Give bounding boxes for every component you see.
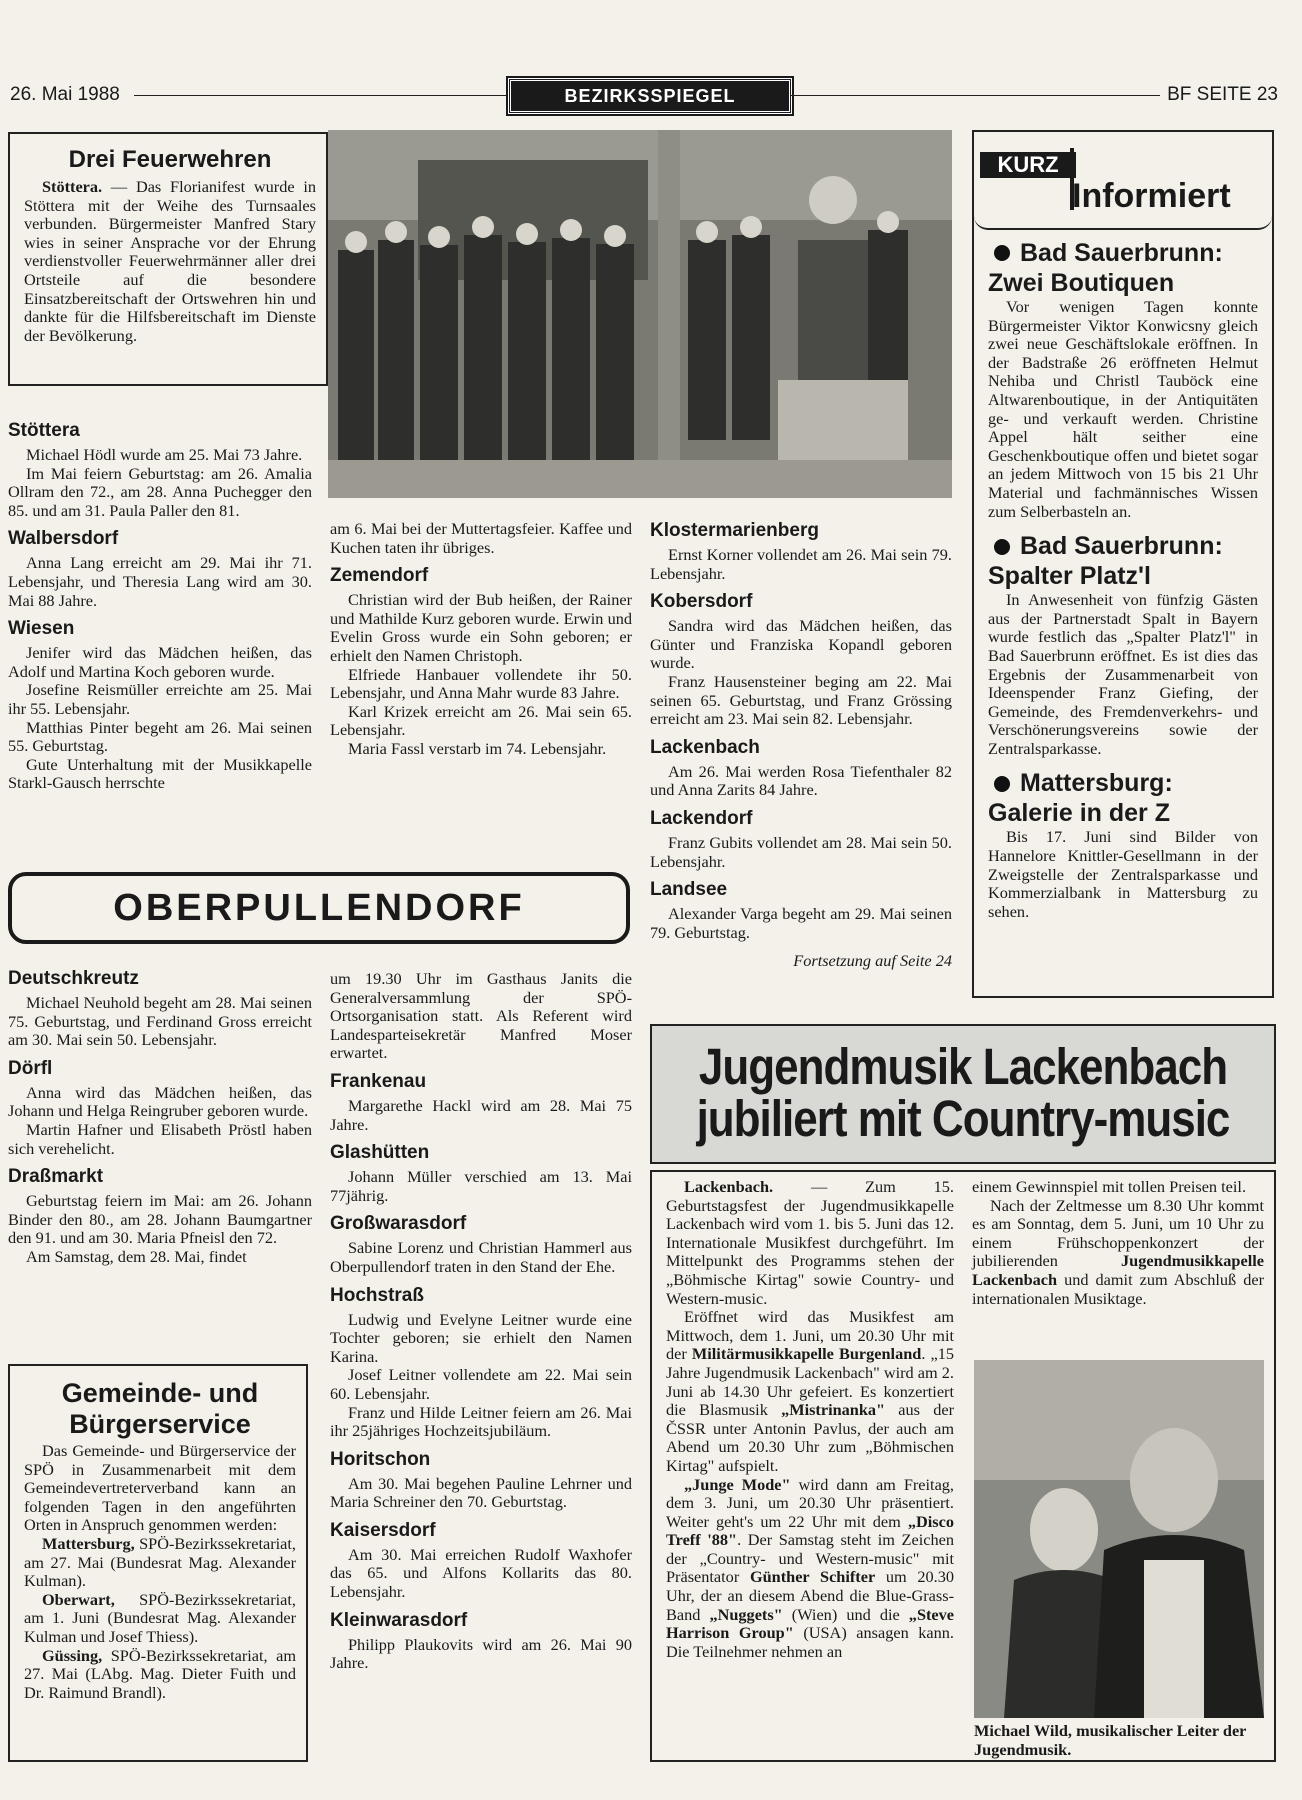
paragraph: Sabine Lorenz und Christian Hammerl aus Oberpullendorf traten in den Stand der Ehe. bbox=[330, 1238, 632, 1276]
buergerservice-item bbox=[24, 1591, 296, 1647]
jugendmusik-paragraph bbox=[972, 1197, 1264, 1309]
kurz-item-place: Bad Sauerbrunn: bbox=[1020, 239, 1223, 267]
paragraph: Johann Müller verschied am 13. Mai 77jährig. bbox=[330, 1167, 632, 1205]
kurz-item-text: In Anwesenheit von fünfzig Gästen aus der Partnerstadt Spalt in Bayern wurde festlich das „Spalter Platz'l" in Bad Sauerbrunn eröffnet. Es ist dies das Ergebnis der Zusammenarbeit von Ideenspender Franz Giefing, der Gemeinde, des Fremdenverkehrs- und Verschönerungsvereins sowie der Zentralsparkasse. bbox=[988, 590, 1258, 758]
jugendmusik-text: Nach der Zeltmesse um 8.30 Uhr kommt es am Sonntag, dem 5. Juni, um 10 Uhr zu einem Frühschoppenkonzert der jubilierenden bbox=[972, 1195, 1264, 1271]
heading-glashuetten: Glashütten bbox=[330, 1142, 430, 1164]
heading-walbersdorf: Walbersdorf bbox=[8, 528, 119, 550]
paragraph: Ludwig und Evelyne Leitner wurde eine Tochter geboren; sie erhielt den Namen Karina. bbox=[330, 1309, 632, 1366]
paragraph: Gute Unterhaltung mit der Musikkapelle Starkl-Gausch herrschte bbox=[8, 754, 312, 793]
feuerwehren-place: Stöttera. bbox=[42, 177, 103, 196]
paragraph: Franz und Hilde Leitner feiern am 26. Mai ihr 25jähriges Hochzeitsjubiläum. bbox=[330, 1402, 632, 1441]
jugendmusik-paragraph bbox=[666, 1178, 954, 1308]
kurz-item-heading bbox=[988, 531, 1258, 561]
jugendmusik-text: . „15 Jahre Jugendmusik Lackenbach" wird am 2. Juni ab 14.30 Uhr gefeiert. Es konzertiert die Blasmusik bbox=[666, 1344, 954, 1420]
buergerservice-item bbox=[24, 1647, 296, 1703]
jugendmusik-paragraph bbox=[666, 1308, 954, 1475]
paragraph: Margarethe Hackl wird am 28. Mai 75 Jahre. bbox=[330, 1095, 632, 1134]
jugendmusik-bold: „Disco Treff '88" bbox=[666, 1511, 954, 1550]
heading-wiesen: Wiesen bbox=[8, 618, 75, 640]
paragraph: Karl Krizek erreicht am 26. Mai sein 65. Lebensjahr. bbox=[330, 701, 632, 740]
paragraph: Michael Hödl wurde am 25. Mai 73 Jahre. bbox=[26, 445, 303, 464]
paragraph: Josef Leitner vollendete am 22. Mai sein 60. Lebensjahr. bbox=[330, 1365, 632, 1403]
paragraph: Anna wird das Mädchen heißen, das Johann und Helga Reingruber geboren wurde. bbox=[8, 1082, 312, 1121]
heading-klostermarienberg: Klostermarienberg bbox=[650, 520, 819, 541]
heading-stoettera: Stöttera bbox=[8, 420, 80, 441]
oberpullendorf-banner: OBERPULLENDORF bbox=[8, 872, 630, 944]
paragraph: Philipp Plaukovits wird am 26. Mai 90 Jahre. bbox=[330, 1634, 632, 1673]
paragraph-continued: am 6. Mai bei der Muttertagsfeier. Kaffee und Kuchen taten ihr übriges. bbox=[330, 519, 632, 557]
kurz-item-subtitle: Galerie in der Z bbox=[988, 799, 1171, 828]
column-2-upper bbox=[330, 520, 632, 759]
paragraph: Michael Neuhold begeht am 28. Mai seinen 75. Geburtstag, und Ferdinand Gross erreicht am 30. Mai sein 50. Lebensjahr. bbox=[8, 993, 312, 1050]
heading-deutschkreutz: Deutschkreutz bbox=[8, 968, 139, 989]
jugendmusik-text: aus der ČSSR unter Antonin Pavlus, der auch am Abend um 20.30 Uhr zum „Böhmischen Kirtag" aufspielt. bbox=[666, 1400, 954, 1475]
jugendmusik-place: Lackenbach. bbox=[684, 1177, 774, 1196]
heading-lackendorf: Lackendorf bbox=[650, 807, 753, 829]
heading-zemendorf: Zemendorf bbox=[330, 565, 429, 587]
section-title: BEZIRKSSPIEGEL bbox=[508, 78, 792, 114]
kurz-item-heading bbox=[988, 768, 1258, 798]
buergerservice-title-line1: Gemeinde- und bbox=[61, 1378, 259, 1408]
buergerservice-place: Güssing, bbox=[42, 1645, 103, 1665]
paragraph: Josefine Reismüller erreichte am 25. Mai ihr 55. Lebensjahr. bbox=[8, 680, 312, 718]
heading-lackenbach: Lackenbach bbox=[650, 736, 760, 758]
jugendmusik-text: (Wien) und die bbox=[782, 1604, 909, 1624]
jugendmusik-column-1 bbox=[666, 1178, 954, 1661]
musiker-photo bbox=[974, 1360, 1264, 1718]
page-number: BF SEITE 23 bbox=[1167, 84, 1278, 105]
heading-drassmarkt: Draßmarkt bbox=[8, 1166, 104, 1188]
kurz-item-subtitle: Zwei Boutiquen bbox=[988, 269, 1175, 297]
jugendmusik-title-box bbox=[650, 1024, 1276, 1164]
paragraph: Ernst Korner vollendet am 26. Mai sein 79. Lebensjahr. bbox=[650, 545, 952, 583]
jugendmusik-text: und damit zum Abschluß der internationalen Musiktage. bbox=[972, 1269, 1264, 1308]
paragraph: Franz Gubits vollendet am 28. Mai sein 50. Lebensjahr. bbox=[650, 832, 952, 871]
jugendmusik-bold: Günther Schifter bbox=[749, 1567, 876, 1587]
feuerwehren-body: — Das Florianifest wurde in Stöttera mit der Weihe des Turnsaales verbunden. Bürgermeister Manfred Stary wies in seiner Ansprache vor der Ehrung verdienstvoller Feuerwehrmänner aller drei Ortsteile auf die besondere Einsatzbereitschaft der Ortswehren hin und dankte für die Hilfsbereitschaft im Dienste der Bevölkerung. bbox=[24, 177, 316, 345]
jugendmusik-bold: „Nuggets" bbox=[709, 1604, 783, 1624]
jugendmusik-text: um 20.30 Uhr, der an diesem Abend die Blue-Grass-Band bbox=[666, 1567, 954, 1624]
feuerwehren-text bbox=[24, 178, 316, 345]
paragraph: Sandra wird das Mädchen heißen, das Günter und Franziska Kopandl geboren wurde. bbox=[650, 616, 952, 673]
jugendmusik-paragraph bbox=[666, 1476, 954, 1662]
kurz-item-place: Bad Sauerbrunn: bbox=[1020, 532, 1223, 561]
buergerservice-box bbox=[8, 1364, 308, 1762]
kurz-item-place: Mattersburg: bbox=[1020, 769, 1173, 798]
bullet-icon bbox=[994, 245, 1010, 261]
column-2-lower bbox=[330, 970, 632, 1673]
feuerwehren-title: Drei Feuerwehren bbox=[68, 146, 272, 173]
photo-caption-wrap bbox=[974, 1722, 1266, 1759]
kurz-item-text: Vor wenigen Tagen konnte Bürgermeister Viktor Konwicsny gleich zwei neue Geschäftslokale eröffnen. In der Badstraße 26 eröffneten Helmut Nehiba und Christl Tauböck eine Altwarenboutique, in der Antiquitäten ge- und verkauft werden. Christine Appel hält seither eine Geschenkboutique offen und bietet sogar an jedem Mittwoch von 15 bis 21 Uhr Material und fachmännisches Wissen zum Selberbasteln an. bbox=[988, 297, 1258, 521]
buergerservice-place: Mattersburg, bbox=[42, 1533, 135, 1553]
jugendmusik-bold: Militärmusikkapelle Burgenland bbox=[691, 1344, 922, 1364]
heading-frankenau: Frankenau bbox=[330, 1070, 427, 1092]
column-1-upper bbox=[8, 412, 312, 793]
kurz-item-heading bbox=[988, 238, 1258, 268]
paragraph: Am 30. Mai begehen Pauline Lehrner und Maria Schreiner den 70. Geburtstag. bbox=[330, 1473, 632, 1512]
paragraph-continued: um 19.30 Uhr im Gasthaus Janits die Generalversammlung der SPÖ-Ortsorganisation statt. Als Referent wird Landesparteisekretär Manfred Moser erwartet. bbox=[330, 969, 632, 1063]
continuation-note: Fortsetzung auf Seite 24 bbox=[793, 951, 952, 971]
paragraph: Am 30. Mai erreichen Rudolf Waxhofer das 65. und Alfons Kollarits das 80. Lebensjahr. bbox=[330, 1544, 632, 1602]
heading-doerfl: Dörfl bbox=[8, 1057, 53, 1079]
page-header bbox=[8, 78, 1278, 112]
jugendmusik-paragraph: einem Gewinnspiel mit tollen Preisen teil. bbox=[972, 1177, 1247, 1196]
heading-hochstrass: Hochstraß bbox=[330, 1284, 424, 1306]
jugendmusik-title-line1: Jugendmusik Lackenbach bbox=[698, 1039, 1228, 1096]
paragraph: Anna Lang erreicht am 29. Mai ihr 71. Lebensjahr, und Theresia Lang wird am 30. Mai 88 Jahre. bbox=[8, 553, 312, 610]
buergerservice-intro: Das Gemeinde- und Bürgerservice der SPÖ in Zusammenarbeit mit dem Gemeindevertreterverband kann an folgenden Tagen in den angeführten Orten in Anspruch genommen werden: bbox=[24, 1441, 296, 1535]
heading-kleinwarasdorf: Kleinwarasdorf bbox=[330, 1609, 468, 1631]
kurz-title: Informiert bbox=[1072, 177, 1231, 215]
buergerservice-title-line2: Bürgerservice bbox=[69, 1409, 251, 1439]
kurz-item-text: Bis 17. Juni sind Bilder von Hannelore Knittler-Gesellmann in der Zweigstelle der Zentralsparkasse und Kommerzialbank in Mattersburg zu sehen. bbox=[988, 827, 1258, 921]
issue-date: 26. Mai 1988 bbox=[10, 84, 120, 105]
jugendmusik-bold: „Junge Mode" bbox=[684, 1474, 791, 1494]
feuerwehr-photo-image bbox=[328, 130, 952, 498]
bullet-icon bbox=[994, 776, 1010, 792]
paragraph: Martin Hafner und Elisabeth Pröstl haben sich verehelicht. bbox=[8, 1119, 312, 1158]
buergerservice-item bbox=[24, 1535, 296, 1591]
jugendmusik-title-line2: jubiliert mit Country-music bbox=[696, 1091, 1230, 1148]
photo-caption: Michael Wild, musikalischer Leiter der Jugendmusik. bbox=[974, 1721, 1247, 1759]
paragraph: Maria Fassl verstarb im 74. Lebensjahr. bbox=[348, 738, 607, 758]
column-1-lower bbox=[8, 960, 312, 1267]
heading-kaisersdorf: Kaisersdorf bbox=[330, 1519, 436, 1541]
column-3-upper bbox=[650, 512, 952, 971]
jugendmusik-bold: „Steve Harrison Group" bbox=[666, 1604, 955, 1643]
jugendmusik-text: . Der Samstag steht im Zeichen der „Country- und Western-music" mit Präsentator bbox=[666, 1530, 954, 1587]
buergerservice-place: Oberwart, bbox=[42, 1589, 115, 1609]
paragraph: Im Mai feiern Geburtstag: am 26. Amalia Ollram den 72., am 28. Anna Puchegger den 85. und am 31. Paula Paller den 81. bbox=[8, 463, 312, 520]
kurz-informiert-header bbox=[974, 132, 1272, 230]
jugendmusik-text: — Zum 15. Geburtstagsfest der Jugendmusikkapelle Lackenbach wird vom 1. bis 5. Juni das 12. Internationale Musikfest durchgeführt. Im Mittelpunkt des Programms stehen der „Böhmische Kirtag" sowie Country- und Western-music. bbox=[666, 1177, 954, 1308]
paragraph: Franz Hausensteiner beging am 22. Mai seinen 65. Geburtstag, und Franz Grössing erreicht am 23. Mai sein 82. Lebensjahr. bbox=[650, 671, 952, 729]
paragraph: Alexander Varga begeht am 29. Mai seinen 79. Geburtstag. bbox=[650, 904, 952, 942]
jugendmusik-bold: Jugendmusikkapelle Lackenbach bbox=[972, 1251, 1264, 1289]
paragraph: Christian wird der Bub heißen, der Rainer und Mathilde Kurz geboren wurde. Erwin und Evelin Gross wurde ein Sohn geboren; er erhielt den Namen Christoph. bbox=[330, 590, 632, 665]
kurz-informiert-box bbox=[972, 130, 1274, 998]
jugendmusik-bold: „Mistrinanka" bbox=[781, 1400, 886, 1420]
paragraph: Jenifer wird das Mädchen heißen, das Adolf und Martina Koch geboren wurde. bbox=[8, 643, 312, 681]
heading-landsee: Landsee bbox=[650, 879, 728, 901]
header-rule-left bbox=[134, 95, 506, 96]
feuerwehr-photo bbox=[328, 130, 952, 498]
jugendmusik-text: wird dann am Freitag, dem 3. Juni, um 20.30 Uhr präsentiert. Weiter geht's um 22 Uhr mit dem bbox=[666, 1474, 955, 1531]
heading-horitschon: Horitschon bbox=[330, 1448, 431, 1470]
jugendmusik-column-2 bbox=[972, 1178, 1264, 1308]
paragraph: Am Samstag, dem 28. Mai, findet bbox=[26, 1246, 247, 1266]
buergerservice-detail: SPÖ-Bezirkssekretariat, am 1. Juni (Bundesrat Mag. Alexander Kulman und Josef Thiess). bbox=[24, 1589, 296, 1646]
paragraph: Geburtstag feiern im Mai: am 26. Johann Binder den 80., am 28. Johann Baumgartner den 91. und am 30. Maria Pfneisl den 72. bbox=[8, 1191, 312, 1248]
paragraph: Matthias Pinter begeht am 26. Mai seinen 55. Geburtstag. bbox=[8, 717, 312, 756]
jugendmusik-text: Eröffnet wird das Musikfest am Mittwoch, dem 1. Juni, um 20.30 Uhr mit der bbox=[666, 1307, 954, 1364]
heading-kobersdorf: Kobersdorf bbox=[650, 591, 753, 613]
heading-grosswarasdorf: Großwarasdorf bbox=[330, 1213, 467, 1235]
jugendmusik-text: (USA) ansagen kann. Die Teilnehmer nehmen an bbox=[666, 1623, 954, 1661]
musiker-photo-image bbox=[974, 1360, 1264, 1718]
feuerwehren-box bbox=[8, 132, 328, 386]
kurz-item-subtitle: Spalter Platz'l bbox=[988, 562, 1151, 591]
bullet-icon bbox=[994, 539, 1010, 555]
paragraph: Am 26. Mai werden Rosa Tiefenthaler 82 und Anna Zarits 84 Jahre. bbox=[650, 761, 952, 800]
buergerservice-detail: SPÖ-Bezirkssekretariat, am 27. Mai (Bundesrat Mag. Alexander Kulman). bbox=[24, 1533, 296, 1591]
kurz-tag: KURZ bbox=[980, 152, 1076, 178]
header-rule-right bbox=[790, 95, 1160, 96]
paragraph: Elfriede Hanbauer vollendete ihr 50. Lebensjahr, und Anna Mahr wurde 83 Jahre. bbox=[330, 664, 632, 703]
buergerservice-detail: SPÖ-Bezirkssekretariat, am 27. Mai (LAbg. Mag. Dieter Fuith und Dr. Raimund Brandl). bbox=[24, 1645, 296, 1702]
